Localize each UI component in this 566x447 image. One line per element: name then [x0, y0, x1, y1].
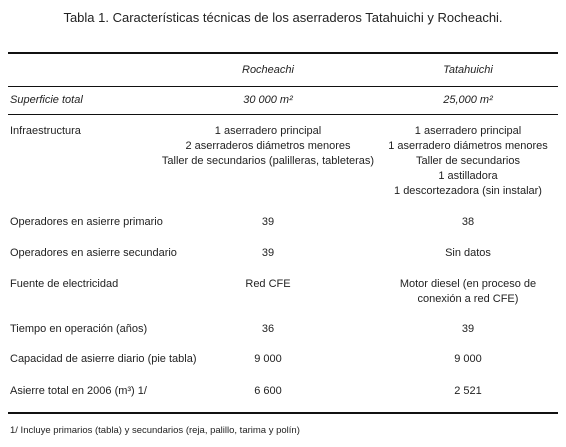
- surface-rule: [8, 114, 558, 115]
- cell-rocheachi: 36: [261, 323, 275, 335]
- cell-tatahuichi: Sin datos: [445, 247, 491, 259]
- cell-rocheachi: 9 000: [254, 353, 282, 365]
- cell-rocheachi: [148, 124, 388, 169]
- cell-line: 2 aserraderos diámetros menores: [185, 140, 351, 152]
- bottom-rule: [8, 412, 558, 414]
- cell-line: Motor diesel (en proceso de: [399, 278, 537, 290]
- cell-rocheachi: 6 600: [254, 385, 282, 397]
- surface-tatahuichi: 25,000 m²: [443, 94, 493, 106]
- table-title: Tabla 1. Características técnicas de los aserraderos Tatahuichi y Rocheachi.: [63, 10, 503, 25]
- row-label: Capacidad de asierre diario (pie tabla): [10, 353, 197, 365]
- surface-rocheachi: 30 000 m²: [243, 94, 293, 106]
- header-tatahuichi: Tatahuichi: [443, 64, 493, 76]
- header-rule: [8, 86, 558, 87]
- row-label: Asierre total en 2006 (m³) 1/: [10, 385, 147, 397]
- header-rocheachi: Rocheachi: [242, 64, 294, 76]
- cell-tatahuichi: 9 000: [454, 353, 482, 365]
- cell-tatahuichi: [378, 277, 558, 307]
- cell-line: 1 descortezadora (sin instalar): [394, 185, 542, 197]
- row-label: Operadores en asierre secundario: [10, 247, 177, 259]
- cell-line: Taller de secundarios (palilleras, tableteras): [161, 155, 375, 167]
- cell-tatahuichi: 38: [461, 216, 475, 228]
- top-rule: [8, 52, 558, 54]
- row-label: Infraestructura: [10, 125, 81, 137]
- cell-line: 1 aserradero diámetros menores: [388, 140, 548, 152]
- row-label: Operadores en asierre primario: [10, 216, 163, 228]
- cell-tatahuichi: [378, 124, 558, 199]
- cell-tatahuichi: 2 521: [454, 385, 482, 397]
- cell-rocheachi: 39: [261, 247, 275, 259]
- cell-tatahuichi: 39: [461, 323, 475, 335]
- footnote: 1/ Incluye primarios (tabla) y secundarios (reja, palillo, tarima y polín): [10, 425, 300, 436]
- cell-rocheachi: Red CFE: [245, 278, 291, 290]
- cell-rocheachi: 39: [261, 216, 275, 228]
- surface-label: Superficie total: [10, 94, 83, 106]
- cell-line: Taller de secundarios: [416, 155, 520, 167]
- row-label: Fuente de electricidad: [10, 278, 119, 290]
- cell-line: 1 aserradero principal: [214, 125, 322, 137]
- cell-line: conexión a red CFE): [417, 293, 519, 305]
- cell-line: 1 astilladora: [438, 170, 498, 182]
- row-label: Tiempo en operación (años): [10, 323, 148, 335]
- cell-line: 1 aserradero principal: [414, 125, 522, 137]
